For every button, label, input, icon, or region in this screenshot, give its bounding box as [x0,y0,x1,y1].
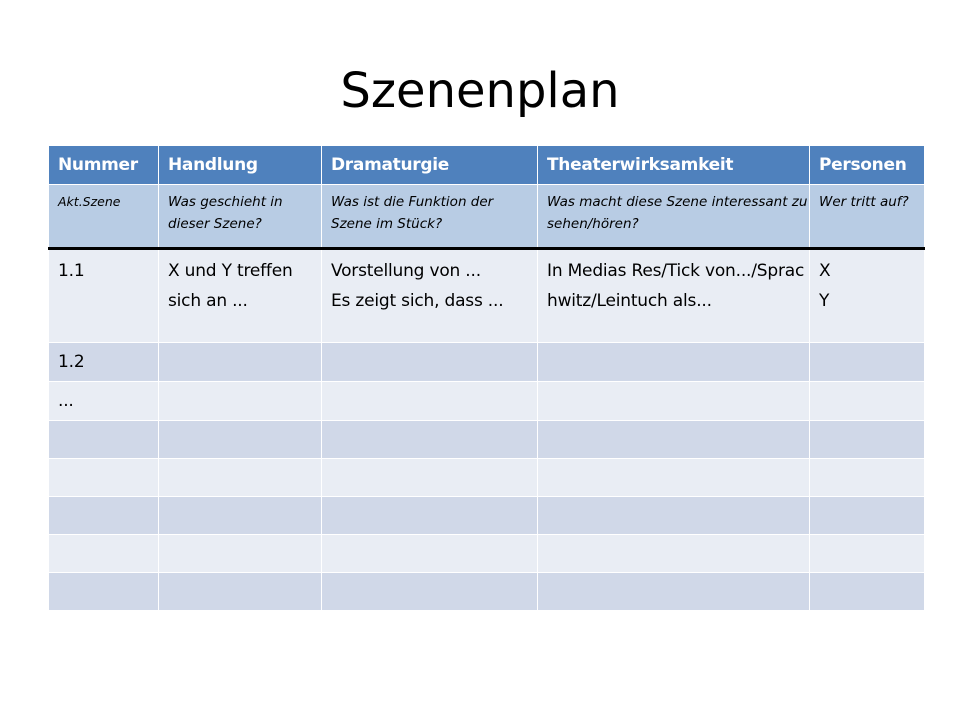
cell-empty [322,459,538,497]
cell-nummer: ... [49,382,159,421]
table-subheader-row [49,185,925,249]
cell-empty [810,343,925,382]
cell-empty [322,421,538,459]
slide-title: Szenenplan [340,63,620,119]
cell-empty [810,497,925,535]
cell-nummer [49,421,159,459]
cell-empty [538,343,810,382]
cell-empty [322,343,538,382]
header-personen: Personen [810,146,925,185]
cell-empty [810,459,925,497]
cell-personen-line: Y [819,291,830,311]
cell-empty [159,459,322,497]
cell-empty [322,382,538,421]
cell-empty [159,497,322,535]
cell-empty [159,535,322,573]
cell-empty [159,573,322,611]
table-row [49,573,925,611]
subheader-dramaturgie: Was ist die Funktion der Szene im Stück? [322,185,538,249]
subheader-theaterwirksamkeit: Was macht diese Szene interessant zu sehen/hören? [538,185,810,249]
cell-handlung: X und Y treffen sich an ... [159,249,322,343]
cell-nummer: 1.1 [49,249,159,343]
cell-personen-line: X [819,261,831,281]
cell-empty [322,573,538,611]
table-row [49,535,925,573]
header-dramaturgie: Dramaturgie [322,146,538,185]
table-row [49,497,925,535]
cell-empty [810,535,925,573]
cell-empty [322,535,538,573]
cell-empty [159,343,322,382]
subheader-personen: Wer tritt auf? [810,185,925,249]
table-row [49,343,925,382]
cell-empty [538,459,810,497]
subheader-nummer: Akt.Szene [49,185,159,249]
cell-dramaturgie-line: Vorstellung von ... [331,261,481,281]
cell-empty [538,382,810,421]
cell-empty [159,382,322,421]
cell-empty [538,421,810,459]
table-row [49,459,925,497]
cell-nummer [49,497,159,535]
table-row [49,382,925,421]
cell-dramaturgie [322,249,538,343]
header-theaterwirksamkeit: Theaterwirksamkeit [538,146,810,185]
cell-empty [810,573,925,611]
table-row [49,249,925,343]
header-handlung: Handlung [159,146,322,185]
cell-empty [810,421,925,459]
cell-empty [538,497,810,535]
subheader-handlung: Was geschieht in dieser Szene? [159,185,322,249]
cell-nummer: 1.2 [49,343,159,382]
table-row [49,421,925,459]
table-header-row [49,146,925,185]
cell-empty [538,573,810,611]
cell-nummer [49,535,159,573]
header-nummer: Nummer [49,146,159,185]
cell-personen [810,249,925,343]
cell-empty [810,382,925,421]
cell-nummer [49,459,159,497]
cell-nummer [49,573,159,611]
cell-empty [159,421,322,459]
scene-plan-table [48,145,925,611]
cell-dramaturgie-line: Es zeigt sich, dass ... [331,291,504,311]
cell-empty [538,535,810,573]
cell-theaterwirksamkeit: In Medias Res/Tick von.../Sprachwitz/Leintuch als... [538,249,810,343]
cell-empty [322,497,538,535]
